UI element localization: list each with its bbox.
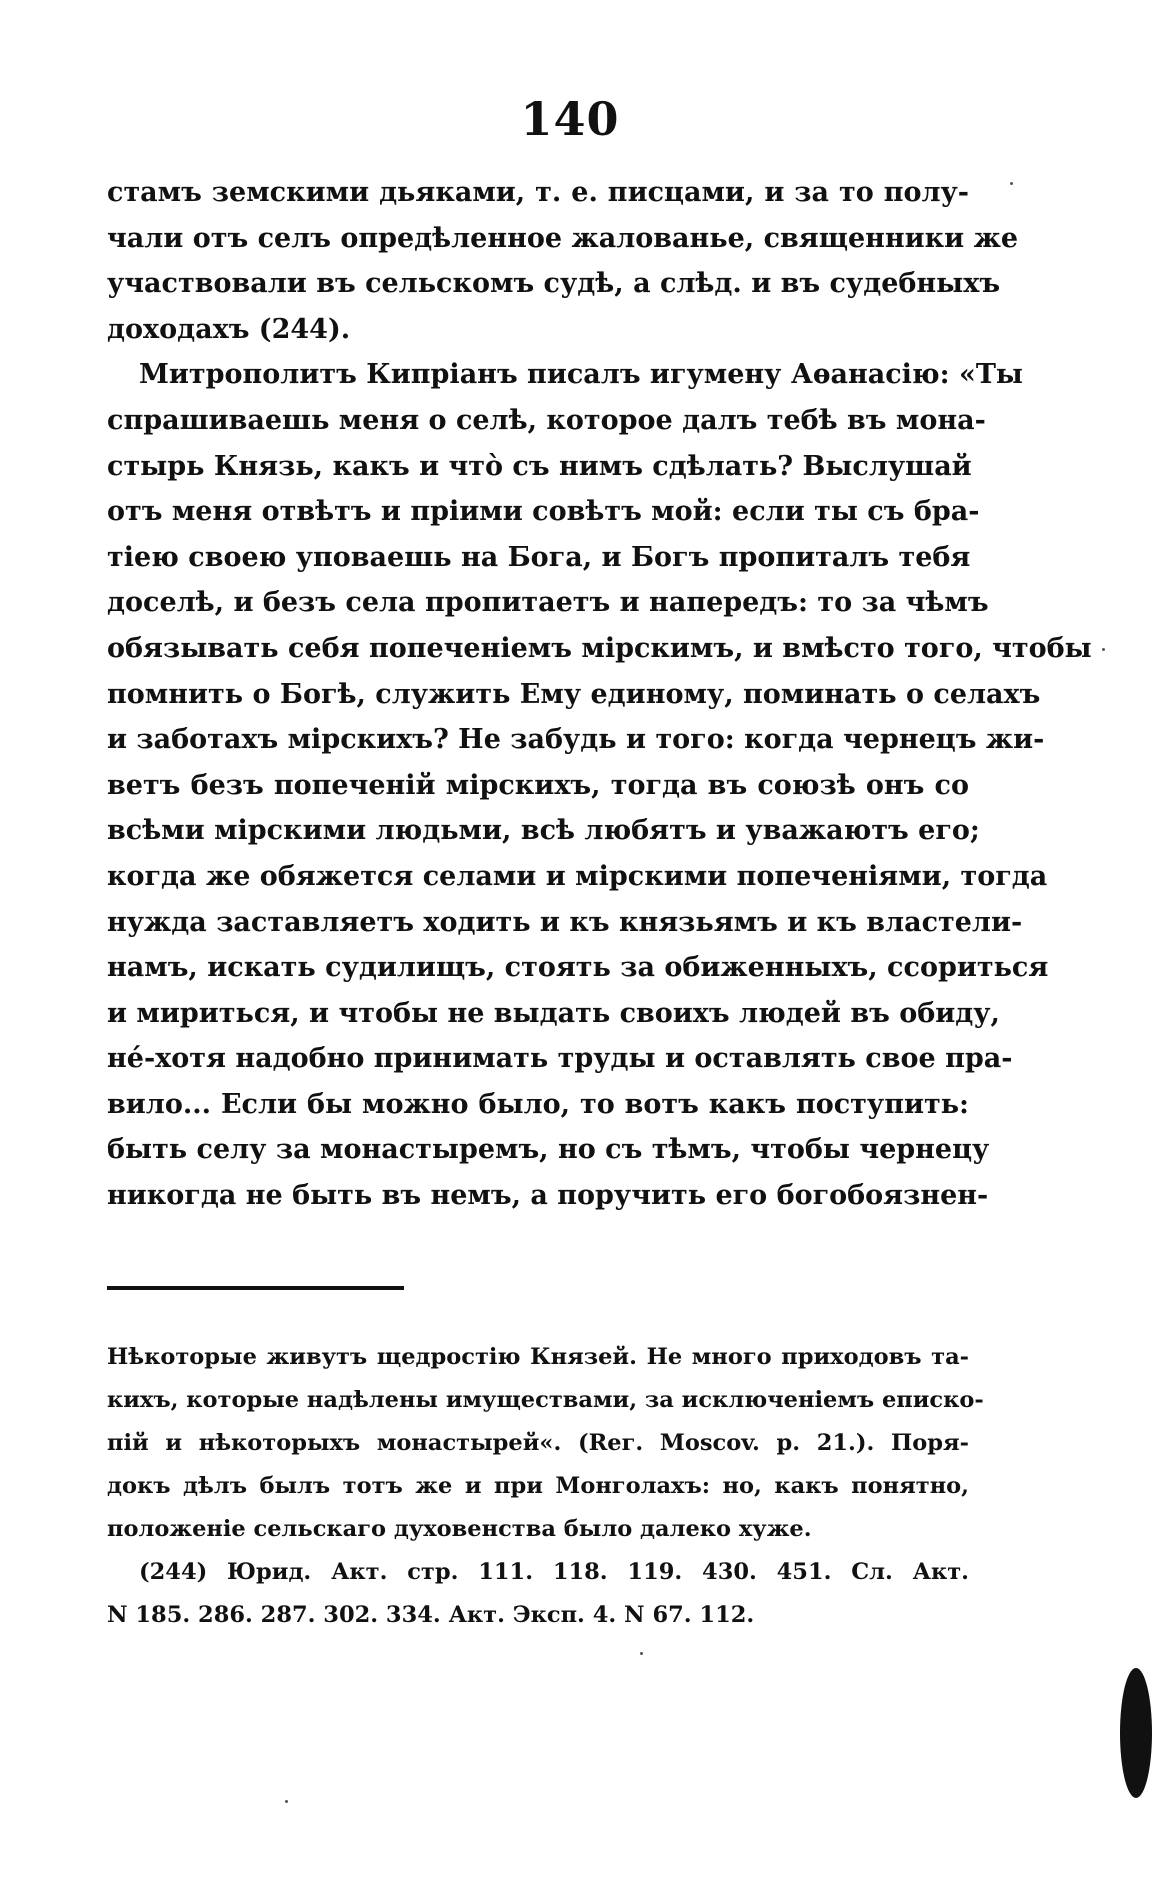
paper-speck [640, 1652, 643, 1655]
text-line: обязывать себя попеченіемъ мірскимъ, и вмѣсто того, чтобы [107, 632, 1092, 664]
page-edge-shadow [1120, 1668, 1152, 1798]
text-line: помнить о Богѣ, служить Ему единому, поминать о селахъ [107, 678, 1041, 710]
text-line: намъ, искать судилищъ, стоять за обиженныхъ, ссориться [107, 952, 1049, 984]
text-line: нужда заставляетъ ходить и къ князьямъ и къ властели- [107, 906, 1023, 938]
text-line: и мириться, и чтобы не выдать своихъ людей въ обиду, [107, 997, 1000, 1029]
text-line: нé-хотя надобно принимать труды и оставлять свое пра- [107, 1043, 1013, 1075]
text-line: тіею своею уповаешь на Бога, и Богъ пропиталъ тебя [107, 541, 971, 573]
text-line: стырь Князь, какъ и что̀ съ нимъ сдѣлать? Выслушай [107, 450, 972, 482]
text-line: чали отъ селъ опредѣленное жалованье, священники же [107, 222, 1019, 254]
text-line: всѣми мірскими людьми, всѣ любятъ и уважаютъ его; [107, 815, 980, 847]
text-line: когда же обяжется селами и мірскими попеченіями, тогда [107, 860, 1048, 892]
text-line: доходахъ (244). [107, 313, 351, 345]
footnote-separator-rule [107, 1286, 404, 1290]
footnote-line: кихъ, которые надѣлены имуществами, за исключеніемъ еписко- [107, 1387, 984, 1413]
text-line: ветъ безъ попеченій мірскихъ, тогда въ союзѣ онъ со [107, 769, 969, 801]
text-line: быть селу за монастыремъ, но съ тѣмъ, чтобы чернецу [107, 1134, 990, 1166]
text-line: вило... Если бы можно было, то вотъ какъ поступить: [107, 1088, 969, 1120]
footnote-line: пій и нѣкоторыхъ монастырей«. (Reг. Moscov. p. 21.). Поря- [107, 1430, 969, 1456]
paper-speck [285, 1800, 288, 1803]
footnote-line: положеніе сельскаго духовенства было далеко хуже. [107, 1516, 812, 1542]
text-line: спрашиваешь меня о селѣ, которое далъ тебѣ въ мона- [107, 404, 986, 436]
text-line: участвовали въ сельскомъ судѣ, а слѣд. и въ судебныхъ [107, 268, 1001, 300]
page-number: 140 [520, 92, 620, 146]
footnote-line: докъ дѣлъ былъ тотъ же и при Монголахъ: но, какъ понятно, [107, 1473, 969, 1499]
text-line: Митрополитъ Кипріанъ писалъ игумену Аѳанасію: «Ты [139, 359, 1023, 391]
text-line: стамъ земскими дьяками, т. е. писцами, и за то полу- [107, 177, 969, 208]
main-text [107, 170, 1092, 1219]
text-line: никогда не быть въ немъ, а поручить его богобоязнен- [107, 1180, 989, 1212]
text-line: отъ меня отвѣтъ и пріими совѣтъ мой: если ты съ бра- [107, 496, 980, 528]
text-line: доселѣ, и безъ села пропитаетъ и напередъ: то за чѣмъ [107, 587, 989, 619]
footnotes [107, 1336, 984, 1637]
footnote-reference-line: N 185. 286. 287. 302. 334. Акт. Эксп. 4. N 67. 112. [107, 1602, 755, 1628]
footnote-reference-line: (244) Юрид. Акт. стр. 111. 118. 119. 430. 451. Сл. Акт. [139, 1559, 969, 1585]
paper-speck [1102, 648, 1105, 651]
text-line: и заботахъ мірскихъ? Не забудь и того: когда чернецъ жи- [107, 724, 1045, 756]
paper-speck [1010, 182, 1013, 185]
footnote-line: Нѣкоторые живутъ щедростію Князей. Не много приходовъ та- [107, 1344, 969, 1370]
